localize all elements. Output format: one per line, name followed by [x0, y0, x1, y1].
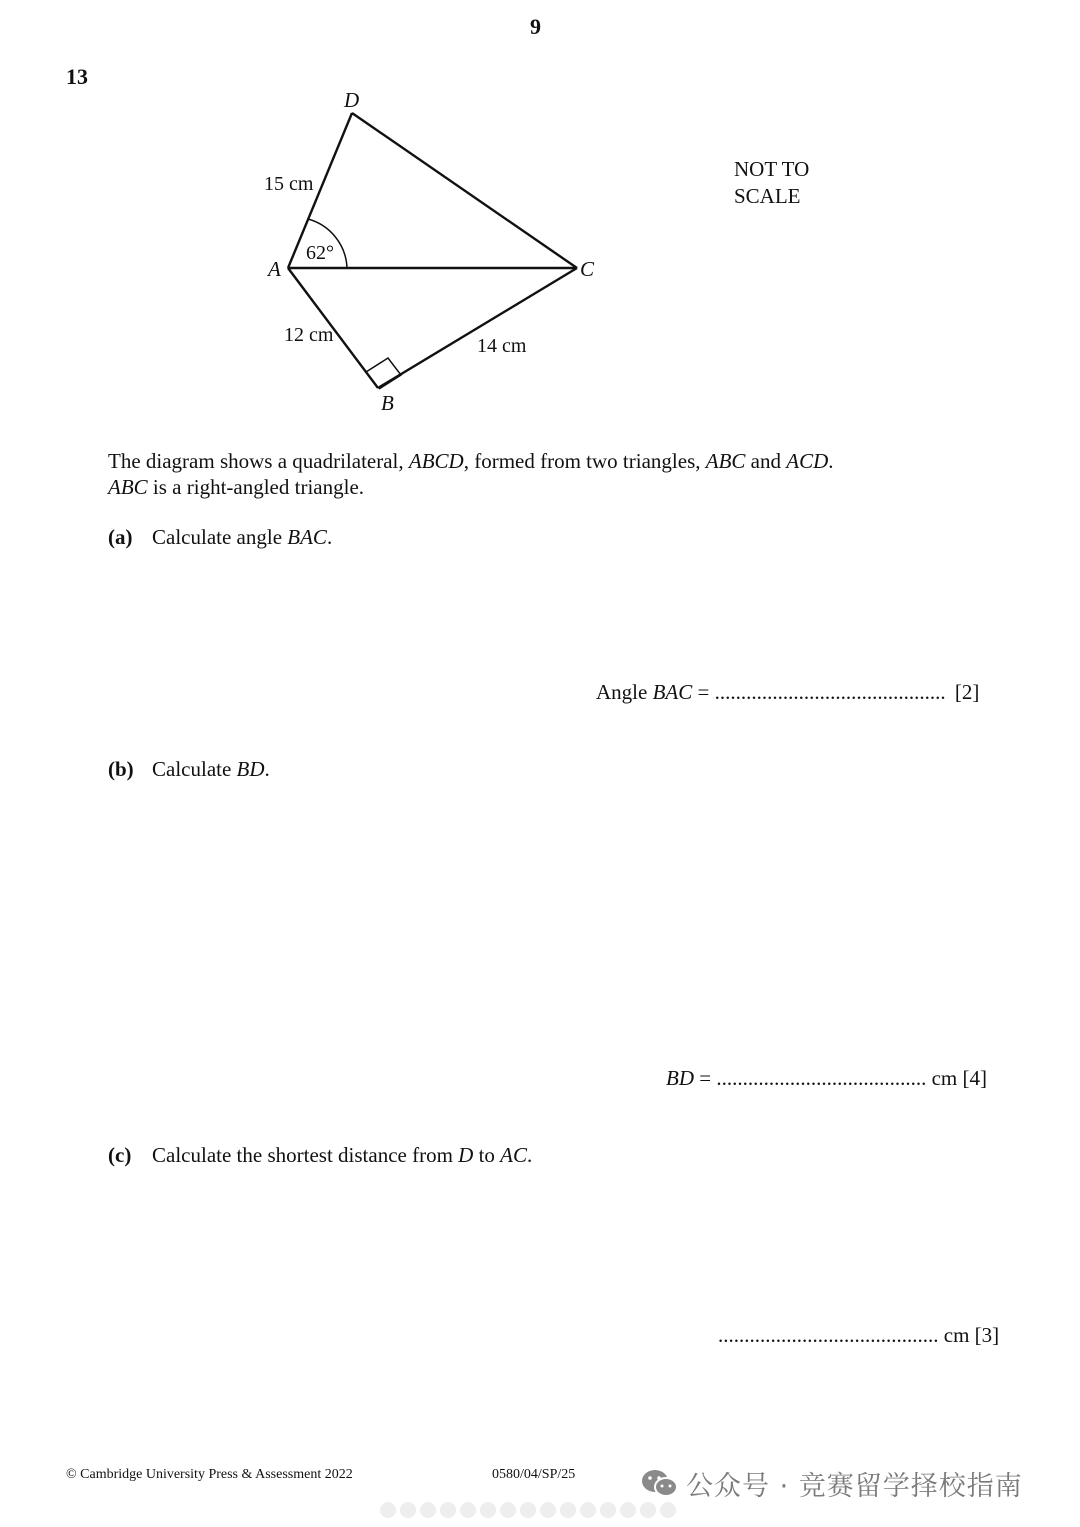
part-b-answer-line[interactable]: BD = ........................................ cm [4]	[666, 1066, 987, 1090]
label-angle: 62°	[306, 242, 334, 264]
not-to-scale-line1: NOT TO	[734, 157, 810, 181]
wechat-icon	[640, 1468, 680, 1500]
marks: [2]	[954, 680, 980, 704]
answer-dots[interactable]: ..........................................	[718, 1323, 939, 1347]
watermark-text: 公众号 · 竞赛留学择校指南	[686, 1471, 1023, 1502]
side-bc	[378, 268, 577, 388]
label-side-ad: 15 cm	[264, 173, 314, 195]
quadrilateral-diagram	[0, 0, 1080, 440]
page-number: 9	[530, 14, 541, 39]
footer-code: 0580/04/SP/25	[492, 1467, 576, 1482]
intro-line-1: The diagram shows a quadrilateral, ABCD, formed from two triangles, ABC and ACD.	[108, 449, 834, 473]
intro-line-2: ABC is a right-angled triangle.	[108, 475, 365, 499]
part-b-question: (b) Calculate BD.	[108, 757, 270, 781]
label-c: C	[580, 257, 595, 281]
question-intro	[108, 448, 834, 500]
label-side-bc: 14 cm	[477, 335, 527, 357]
footer-copyright: © Cambridge University Press & Assessment 2022	[66, 1467, 353, 1482]
part-c-question: (c) Calculate the shortest distance from D to AC.	[108, 1143, 533, 1167]
marks: [3]	[969, 1323, 1000, 1347]
part-a-answer-line[interactable]: Angle BAC = ............................................ [2]	[596, 680, 980, 704]
side-dc	[352, 113, 577, 268]
part-a-label: (a)	[108, 525, 133, 549]
page-indicator	[380, 1502, 680, 1523]
answer-dots[interactable]: ........................................	[716, 1066, 927, 1090]
label-d: D	[344, 88, 360, 112]
question-number: 13	[66, 64, 88, 89]
label-b: B	[381, 391, 394, 415]
marks: [4]	[957, 1066, 987, 1090]
part-c-answer-line[interactable]: .......................................... cm [3]	[718, 1323, 1000, 1347]
label-a: A	[268, 257, 281, 281]
not-to-scale-note	[734, 156, 809, 210]
answer-dots[interactable]: ............................................	[714, 680, 946, 704]
part-a-question: (a) Calculate angle BAC.	[108, 525, 333, 549]
part-b-label: (b)	[108, 757, 134, 781]
not-to-scale-line2: SCALE	[734, 184, 801, 208]
part-c-label: (c)	[108, 1143, 132, 1167]
label-side-ab: 12 cm	[284, 324, 334, 346]
